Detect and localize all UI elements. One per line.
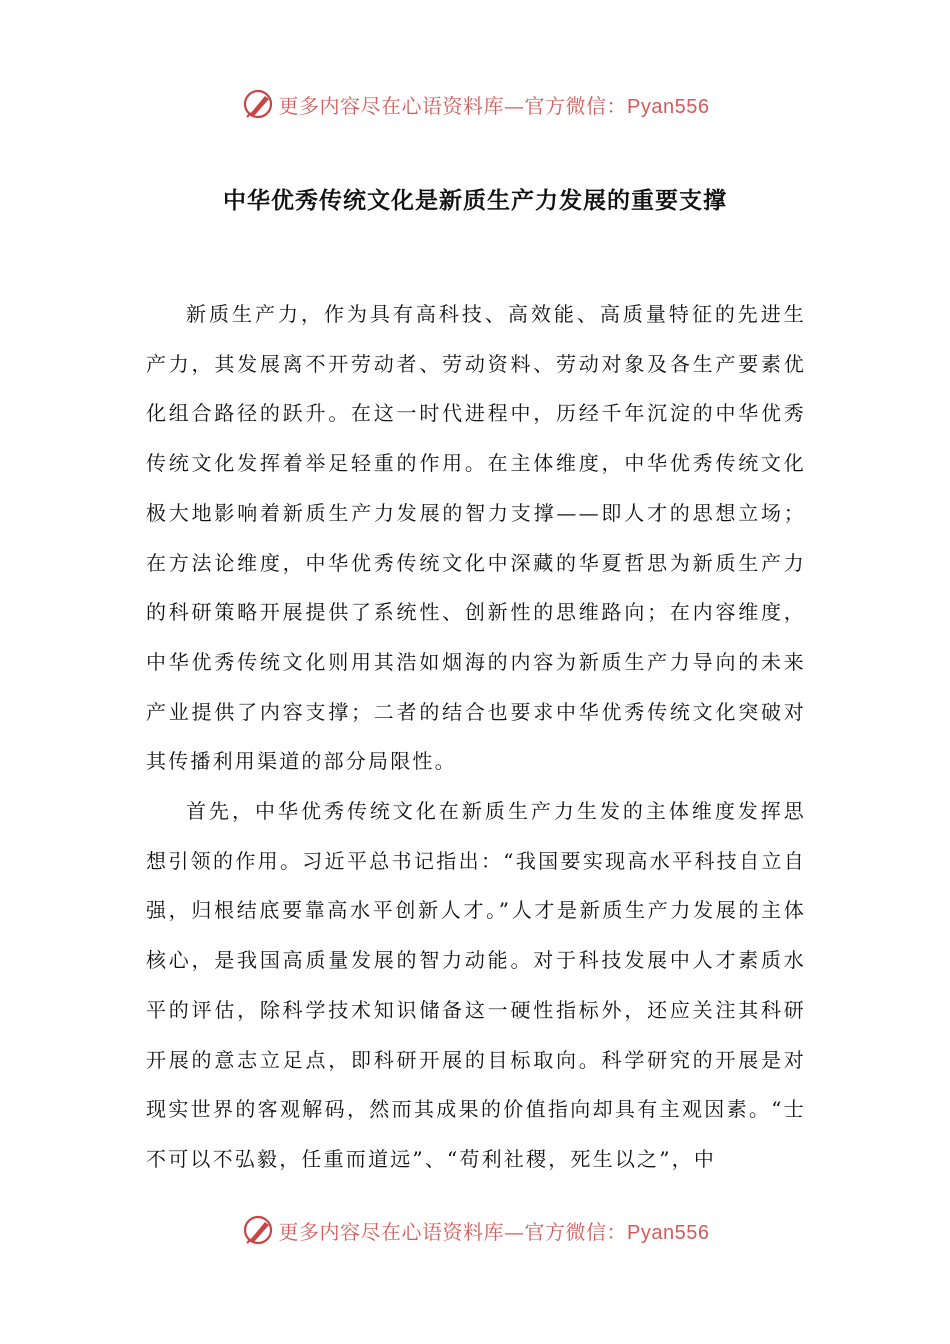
watermark-text: 更多内容尽在心语资料库—官方微信：Pyan556 xyxy=(278,93,710,118)
pen-logo-icon xyxy=(241,87,275,121)
paragraph: 新质生产力，作为具有高科技、高效能、高质量特征的先进生产力，其发展离不开劳动者、劳动资料、劳动对象及各生产要素优化组合路径的跃升。在这一时代进程中，历经千年沉淀的中华优秀传统文化发挥着举足轻重的作用。在主体维度，中华优秀传统文化极大地影响着新质生产力发展的智力支撑——即人才的思想立场；在方法论维度，中华优秀传统文化中深藏的华夏哲思为新质生产力的科研策略开展提供了系统性、创新性的思维路向；在内容维度，中华优秀传统文化则用其浩如烟海的内容为新质生产力导向的未来产业提供了内容支撑；二者的结合也要求中华优秀传统文化突破对其传播利用渠道的部分局限性。 xyxy=(146,302,806,774)
watermark-header xyxy=(0,84,950,124)
wechat-id: Pyan556 xyxy=(627,1221,710,1244)
document-body xyxy=(146,290,806,1185)
watermark-footer xyxy=(0,1210,950,1250)
pen-logo-icon xyxy=(241,1213,275,1247)
page-title: 中华优秀传统文化是新质生产力发展的重要支撑 xyxy=(223,188,727,214)
wechat-id: Pyan556 xyxy=(627,95,710,118)
watermark-text: 更多内容尽在心语资料库—官方微信：Pyan556 xyxy=(278,1219,710,1244)
paragraph: 首先，中华优秀传统文化在新质生产力生发的主体维度发挥思想引领的作用。习近平总书记指出：“我国要实现高水平科技自立自强，归根结底要靠高水平创新人才。”人才是新质生产力发展的主体核心，是我国高质量发展的智力动能。对于科技发展中人才素质水平的评估，除科学技术知识储备这一硬性指标外，还应关注其科研开展的意志立足点，即科研开展的目标取向。科学研究的开展是对现实世界的客观解码，然而其成果的价值指向却具有主观因素。“士不可以不弘毅，任重而道远”、“苟利社稷，死生以之”，中 xyxy=(146,799,806,1171)
